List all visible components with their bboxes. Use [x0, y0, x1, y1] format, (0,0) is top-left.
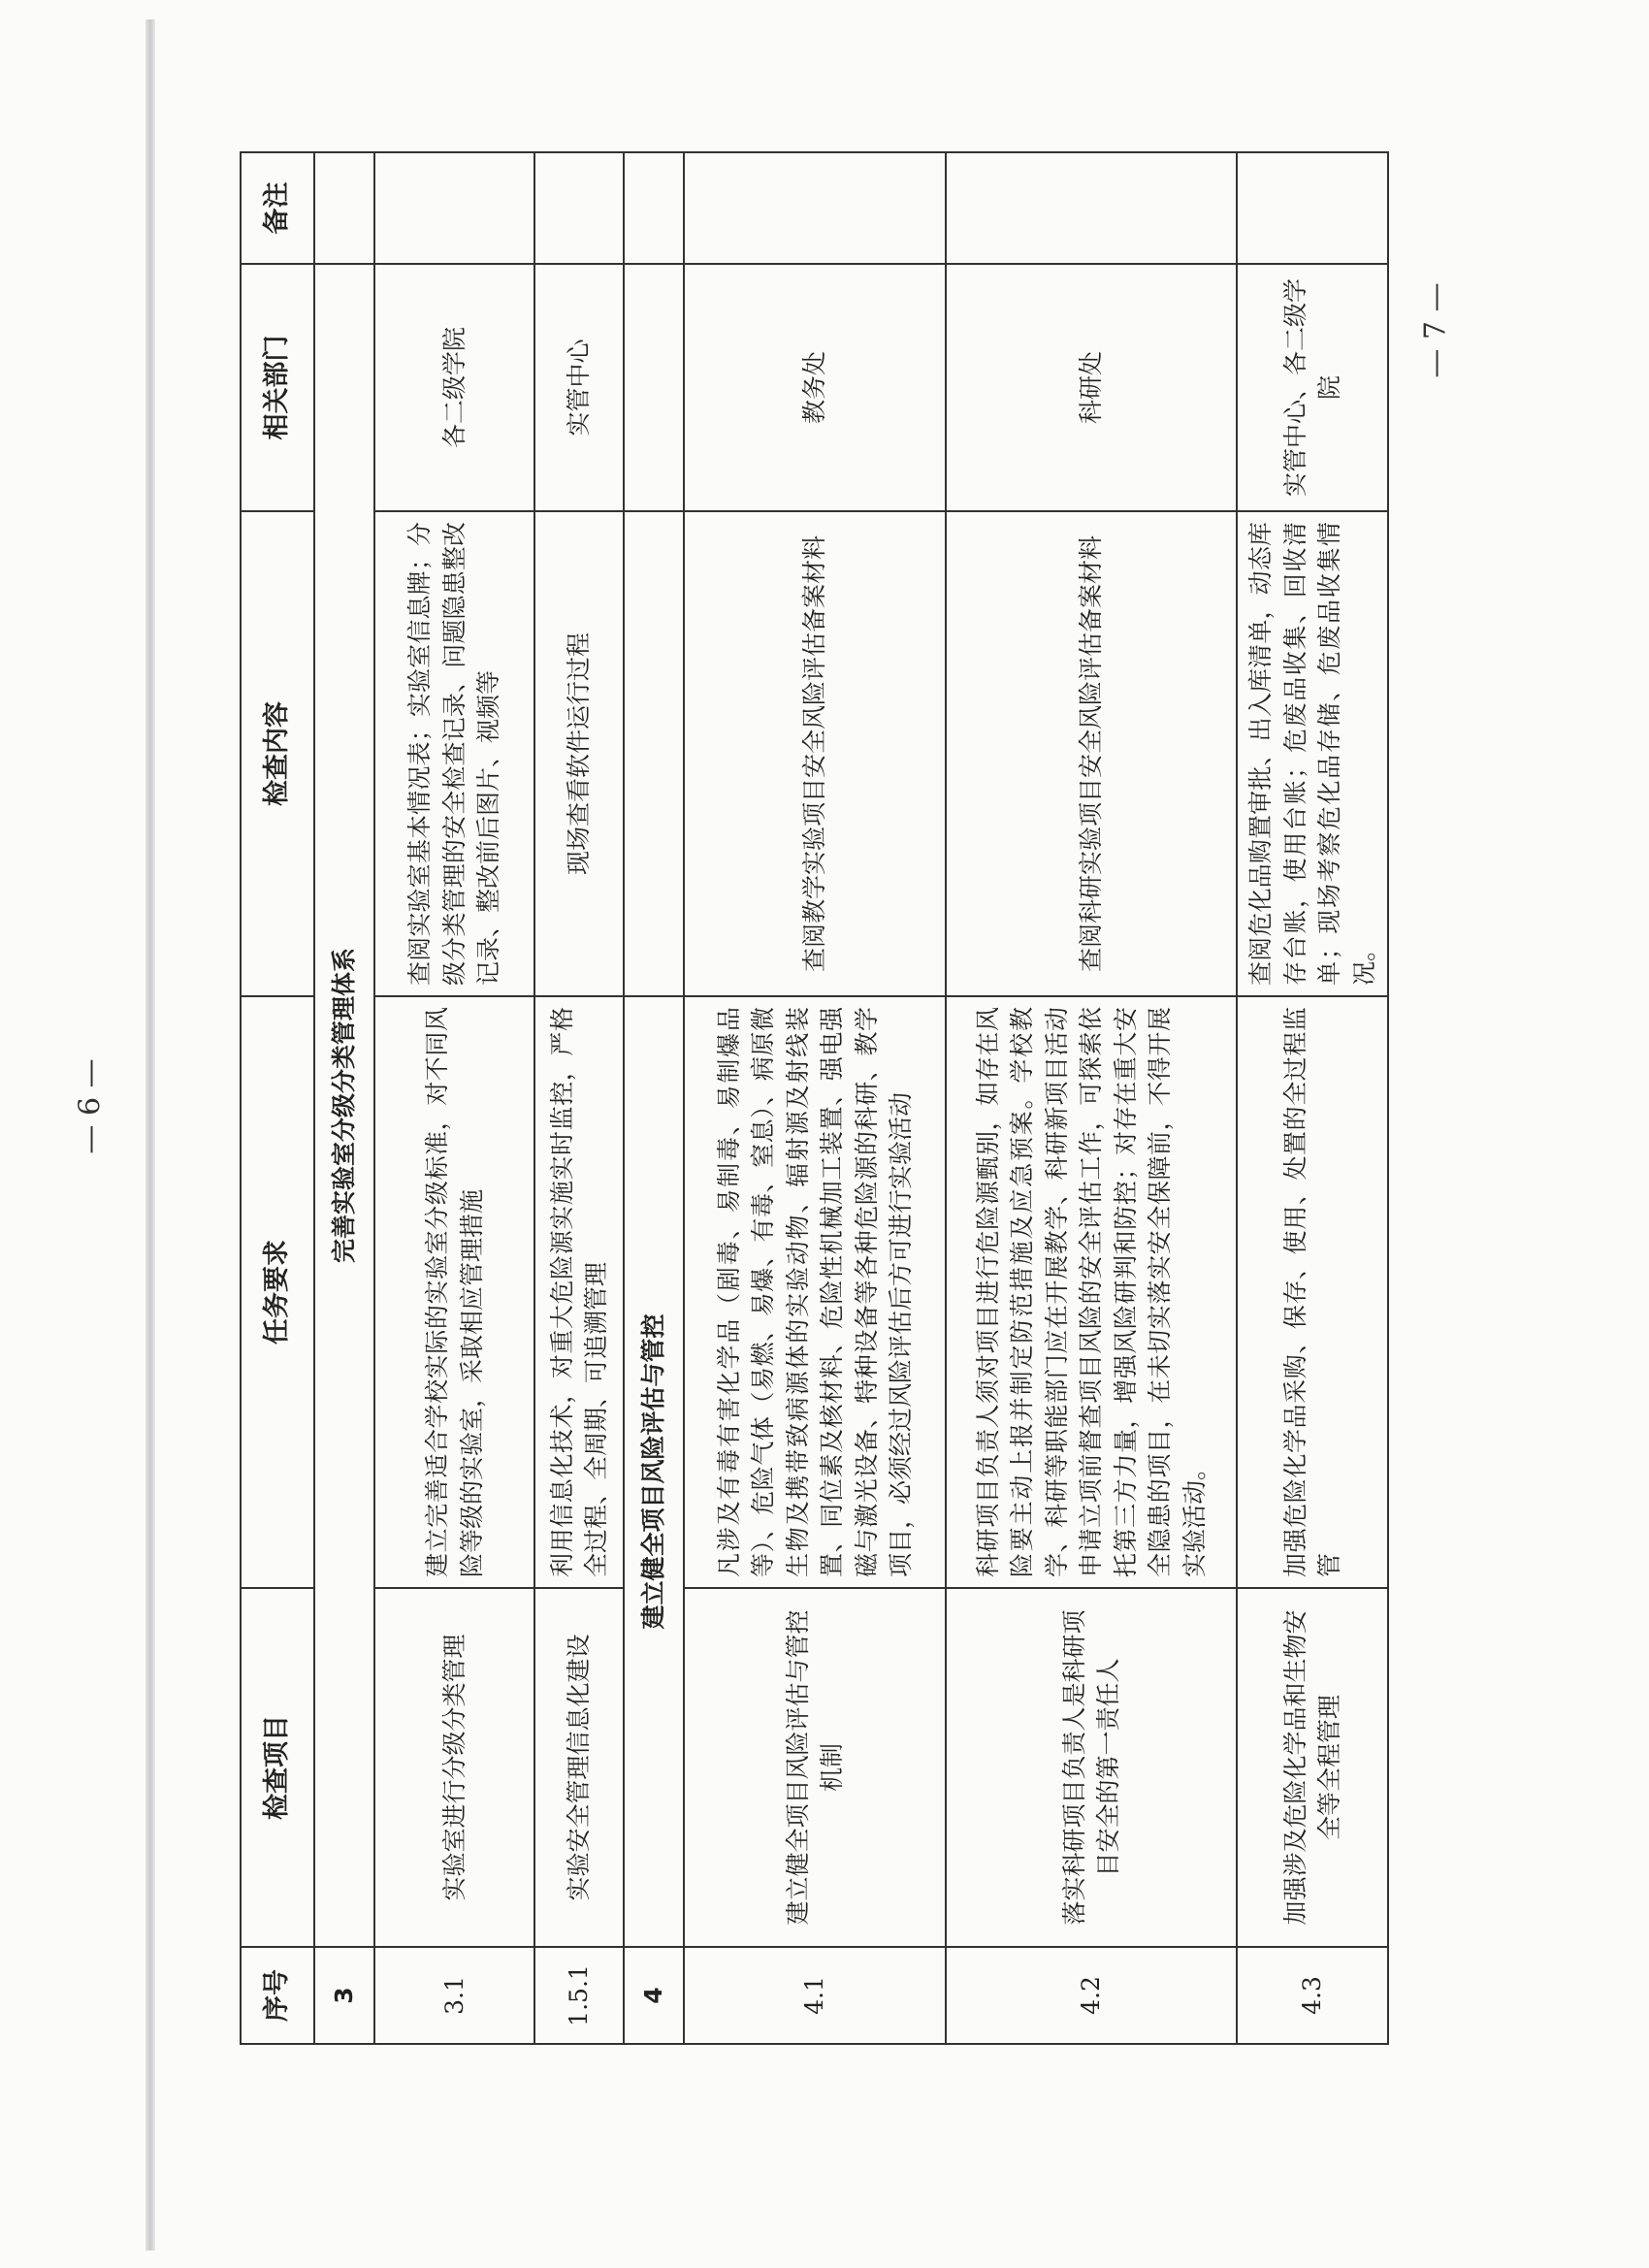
section-empty: [624, 264, 684, 511]
row-note: [374, 152, 534, 264]
row-requirement: 凡涉及有毒有害化学品（剧毒、易制毒、易制爆品等）、危险气体（易燃、易爆、有毒、窒息）、病原微生物及携带致病源体的实验动物、辐射源及射线装置、同位素及核材料、危险性机械加工装置、强电强磁与激光设备、特种设备等各种危险源的科研、教学项目，必须经过风险评估后方可进行实验活动: [684, 996, 946, 1588]
row-no: 4.3: [1237, 1947, 1388, 2044]
section-note: [624, 152, 684, 264]
section-title: 完善实验室分级分类管理体系: [314, 264, 374, 1947]
row-content: 查阅科研实验项目安全风险评估备案材料: [946, 511, 1237, 996]
row-item: 实验安全管理信息化建设: [534, 1588, 624, 1947]
row-item: 加强涉及危险化学品和生物安全等全程管理: [1237, 1588, 1388, 1947]
page-number-right: — 7 —: [1418, 281, 1453, 378]
row-requirement: 利用信息化技术，对重大危险源实施实时监控，严格全过程、全周期、可追溯管理: [534, 996, 624, 1588]
header-requirement: 任务要求: [241, 996, 314, 1588]
section-note: [314, 152, 374, 264]
row-no: 3.1: [374, 1947, 534, 2044]
row-item: 落实科研项目负责人是科研项目安全的第一责任人: [946, 1588, 1237, 1947]
table-row: [534, 152, 624, 2044]
section-no: 3: [314, 1947, 374, 2044]
section-no: 4: [624, 1947, 684, 2044]
row-dept: 实管中心、各二级学院: [1237, 264, 1388, 511]
row-item: 建立健全项目风险评估与管控机制: [684, 1588, 946, 1947]
header-no: 序号: [241, 1947, 314, 2044]
header-content: 检查内容: [241, 511, 314, 996]
row-dept: 教务处: [684, 264, 946, 511]
row-content: 查阅危化品购置审批、出入库清单，动态库存台账，使用台账；危废品收集、回收清单；现场考察危化品存储、危废品收集情况。: [1237, 511, 1388, 996]
table-row: [1237, 152, 1388, 2044]
row-note: [534, 152, 624, 264]
row-dept: 实管中心: [534, 264, 624, 511]
section-empty: [624, 511, 684, 996]
header-note: 备注: [241, 152, 314, 264]
table-row: [684, 152, 946, 2044]
row-requirement: 科研项目负责人须对项目进行危险源甄别，如存在风险要主动上报并制定防范措施及应急预案。学校教学、科研等职能部门应在开展教学、科研新项目活动申请立项前督查项目风险的安全评估工作，可探索依托第三方力量，增强风险研判和防控；对存在重大安全隐患的项目，在未切实落实安全保障前，不得开展实验活动。: [946, 996, 1237, 1588]
row-no: 1.5.1: [534, 1947, 624, 2044]
table-row: [946, 152, 1237, 2044]
row-requirement: 加强危险化学品采购、保存、使用、处置的全过程监管: [1237, 996, 1388, 1588]
header-item: 检查项目: [241, 1588, 314, 1947]
row-content: 现场查看软件运行过程: [534, 511, 624, 996]
row-item: 实验室进行分级分类管理: [374, 1588, 534, 1947]
row-note: [684, 152, 946, 264]
row-dept: 各二级学院: [374, 264, 534, 511]
section-row: [624, 152, 684, 2044]
section-row: [314, 152, 374, 2044]
binding-margin-line: [146, 19, 155, 2251]
table-header-row: [241, 152, 314, 2044]
row-requirement: 建立完善适合学校实际的实验室分级标准，对不同风险等级的实验室，采取相应管理措施: [374, 996, 534, 1588]
section-title: 建立健全项目风险评估与管控: [624, 996, 684, 1947]
row-no: 4.1: [684, 1947, 946, 2044]
header-dept: 相关部门: [241, 264, 314, 511]
row-no: 4.2: [946, 1947, 1237, 2044]
row-content: 查阅实验室基本情况表；实验室信息牌；分级分类管理的安全检查记录、问题隐患整改记录、整改前后图片、视频等: [374, 511, 534, 996]
rotated-table-block: [240, 153, 1389, 2045]
row-content: 查阅教学实验项目安全风险评估备案材料: [684, 511, 946, 996]
page-number-left: — 6 —: [73, 1057, 108, 1154]
row-note: [946, 152, 1237, 264]
row-note: [1237, 152, 1388, 264]
inspection-table: [240, 151, 1389, 2045]
row-dept: 科研处: [946, 264, 1237, 511]
table-row: [374, 152, 534, 2044]
